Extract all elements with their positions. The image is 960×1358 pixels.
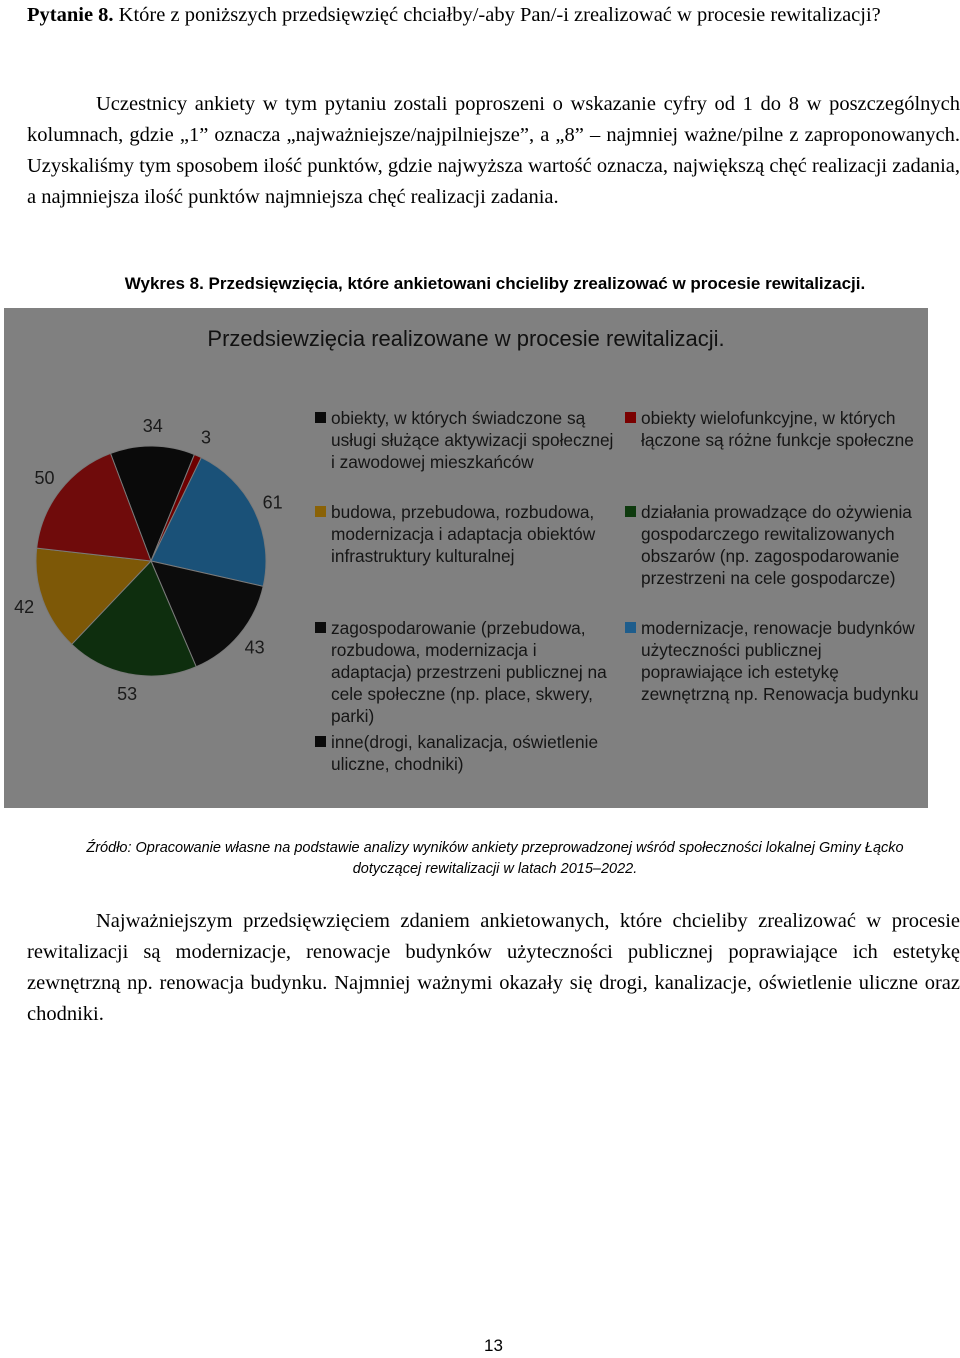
legend-item [641, 407, 926, 451]
data-label: 50 [34, 468, 55, 489]
legend-item [331, 407, 621, 473]
data-label: 61 [262, 492, 283, 513]
legend-swatch [315, 736, 326, 747]
legend-item [641, 617, 926, 705]
source-note [0, 838, 960, 880]
source-line: dotyczącej rewitalizacji w latach 2015–2022. [352, 861, 638, 877]
figure-caption: Wykres 8. Przedsięwzięcia, które ankietowani chcieliby zrealizować w procesie rewitalizacji. [124, 274, 866, 293]
question [27, 0, 960, 31]
legend-label: zagospodarowanie (przebudowa, rozbudowa, modernizacja i adaptacja) przestrzeni publicznej na cele społeczne (np. place, skwery, parki) [331, 618, 607, 726]
question-text: Które z poniższych przedsięwzięć chciałby/-aby Pan/-i zrealizować w procesie rewitalizacji? [113, 4, 881, 26]
intro-paragraph: Uczestnicy ankiety w tym pytaniu zostali poproszeni o wskazanie cyfry od 1 do 8 w poszczególnych kolumnach, gdzie „1” oznacza „najważniejsze/najpilniejsze”, a „8” – najmniej ważne/pilne z zaproponowanych. Uzyskaliśmy tym sposobem ilość punktów, gdzie najwyższa wartość oznacza, największą chęć realizacji zadania, a najmniejsza ilość punktów najmniejsza chęć realizacji zadania. [27, 93, 960, 208]
legend-label: modernizacje, renowacje budynków użyteczności publicznej poprawiające ich estetykę zewnętrzną np. Renowacja budynku [641, 618, 919, 704]
legend-swatch [625, 506, 636, 517]
legend-item [641, 501, 926, 589]
legend-label: inne(drogi, kanalizacja, oświetlenie uliczne, chodniki) [331, 732, 599, 774]
data-label: 3 [200, 427, 212, 448]
legend-item [331, 731, 621, 775]
data-label: 34 [142, 416, 163, 436]
legend-label: obiekty, w których świadczone są usługi służące aktywizacji społecznej i zawodowej mieszkańców [331, 408, 614, 472]
legend-label: budowa, przebudowa, rozbudowa, modernizacja i adaptacja obiektów infrastruktury kulturalnej [331, 502, 596, 566]
chart-title: Przedsiewzięcia realizowane w procesie rewitalizacji. [207, 326, 725, 351]
data-label: 42 [14, 597, 35, 618]
legend-item [331, 501, 621, 567]
conclusion-paragraph: Najważniejszym przedsięwzięciem zdaniem ankietowanych, które chcieliby zrealizować w procesie rewitalizacji są modernizacje, renowacje budynków użyteczności publicznej poprawiające ich estetykę zewnętrzną np. renowacja budynku. Najmniej ważnymi okazały się drogi, kanalizacje, oświetlenie uliczne oraz chodniki. [27, 910, 960, 1025]
data-label: 43 [244, 637, 265, 658]
chart [4, 308, 928, 808]
data-label: 53 [117, 683, 138, 704]
source-line: Źródło: Opracowanie własne na podstawie analizy wyników ankiety przeprowadzonej wśród społeczności lokalnej Gminy Łącko [86, 840, 904, 856]
legend-label: obiekty wielofunkcyjne, w których łączone są różne funkcje społeczne [641, 408, 914, 450]
legend-swatch [315, 622, 326, 633]
legend-label: działania prowadzące do ożywienia gospodarczego rewitalizowanych obszarów (np. zagospodarowanie przestrzeni na cele gospodarcze) [641, 502, 912, 588]
question-label: Pytanie 8. [27, 4, 114, 26]
legend-swatch [625, 622, 636, 633]
legend-swatch [625, 412, 636, 423]
legend-swatch [315, 506, 326, 517]
page-number: 13 [484, 1336, 503, 1355]
legend-swatch [315, 412, 326, 423]
legend-item [331, 617, 621, 727]
